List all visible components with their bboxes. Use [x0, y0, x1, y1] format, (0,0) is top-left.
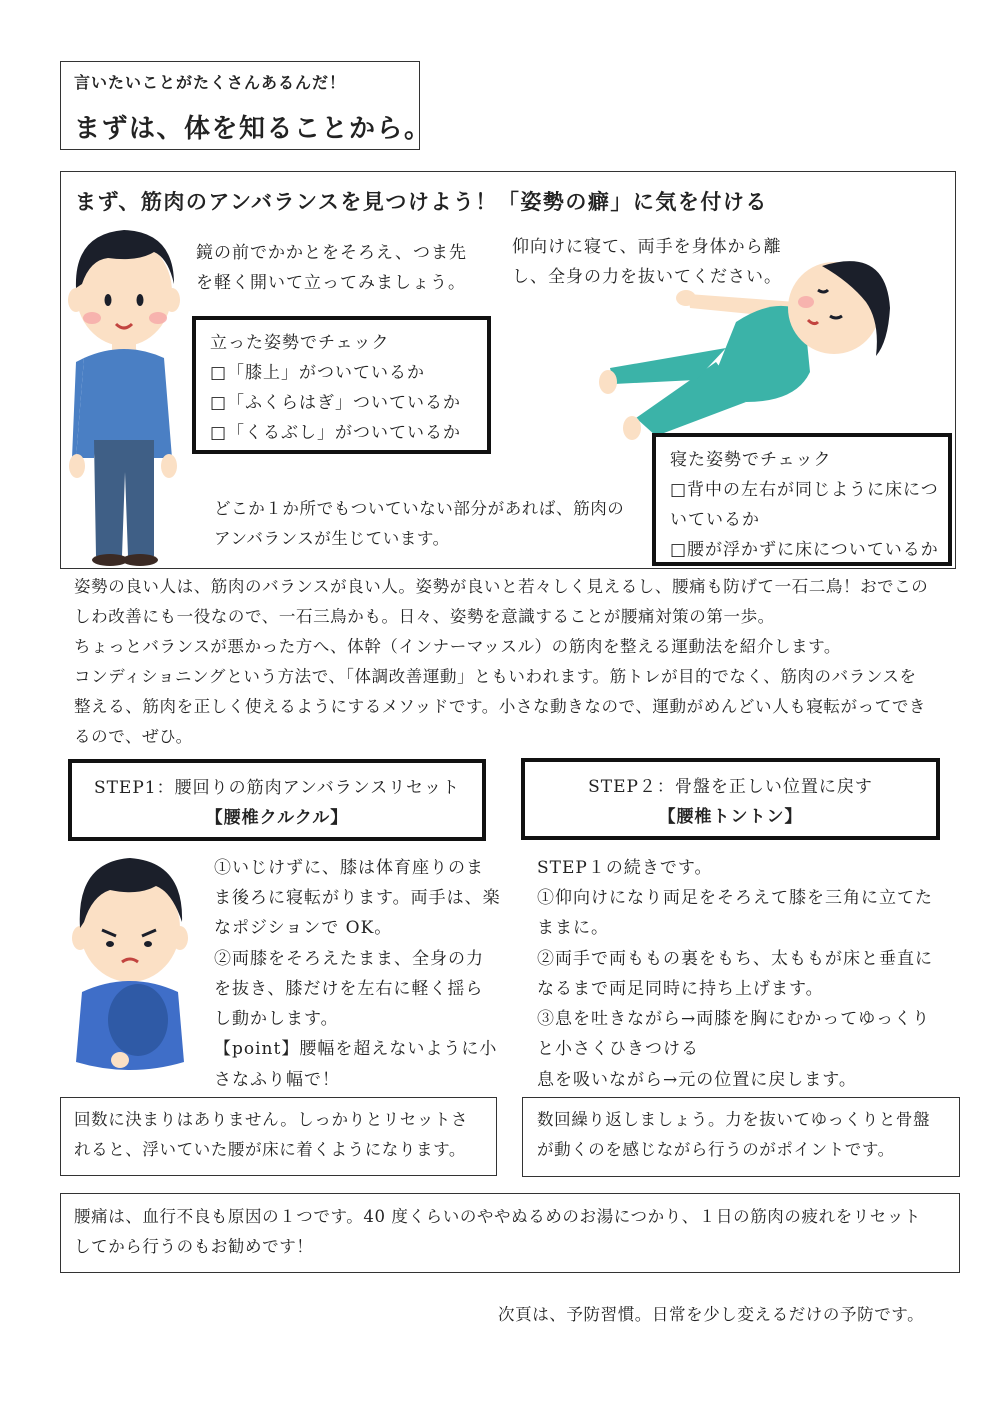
lying-check-title: 寝た姿勢でチェック: [670, 450, 832, 470]
intro-paragraph-line: 整える、筋肉を正しく使えるようにするメソッドです。小さな動きなので、運動がめんどい人も寝転がってでき: [74, 697, 927, 716]
step2-body-line: 息を吸いながら→元の位置に戻します。: [537, 1070, 857, 1090]
lying-check-box: [652, 433, 952, 566]
step1-body-line: ①いじけずに、膝は体育座りのま: [214, 858, 484, 878]
step2-name: 【腰椎トントン】: [658, 807, 803, 827]
step1-note-box: [60, 1097, 497, 1176]
step2-body-line: ままに。: [537, 918, 609, 938]
step1-body-line: なポジションで OK。: [214, 918, 393, 938]
check-section-title: まず、筋肉のアンバランスを見つけよう！「姿勢の癖」に気を付ける: [75, 190, 768, 214]
tip-box: [60, 1193, 960, 1273]
step1-note-line: れると、浮いていた腰が床に着くようになります。: [74, 1140, 466, 1159]
step1-body-line: し動かします。: [214, 1009, 339, 1029]
standing-instruction-line-1: 鏡の前でかかとをそろえ、つま先: [196, 243, 468, 263]
check-conclusion-line-1: どこか１か所でもついていない部分があれば、筋肉の: [214, 499, 625, 518]
header-box: [60, 61, 432, 150]
standing-check-item: □「ふくらはぎ」ついているか: [210, 393, 462, 413]
step2-body-line: STEP１の続きです。: [537, 858, 713, 878]
intro-paragraph-line: るので、ぜひ。: [74, 727, 193, 746]
sitting-man-icon: [68, 852, 192, 1078]
step2-note-box: [522, 1097, 960, 1177]
intro-paragraph-line: コンディショニングという方法で、「体調改善運動」ともいわれます。筋トレが目的でなく、筋肉のバランスを: [74, 667, 917, 686]
step1-note-line: 回数に決まりはありません。しっかりとリセットさ: [74, 1110, 469, 1129]
step2-note-line: 数回繰り返しましょう。力を抜いてゆっくりと骨盤: [537, 1110, 931, 1129]
step1-name: 【腰椎クルクル】: [205, 808, 349, 828]
step2-body-line: ③息を吐きながら→両膝を胸にむかってゆっくり: [537, 1009, 931, 1029]
step2-note-line: が動くのを感じながら行うのがポイントです。: [537, 1140, 895, 1159]
step2-title-box: [521, 758, 940, 840]
step1-body-line: を抜き、膝だけを左右に軽く揺ら: [214, 979, 484, 999]
header-subtitle: 言いたいことがたくさんあるんだ！: [74, 73, 347, 92]
step2-body-line: ①仰向けになり両足をそろえて膝を三角に立てた: [537, 888, 933, 908]
footer-note: 次頁は、予防習慣。日常を少し変えるだけの予防です。: [498, 1305, 925, 1324]
step1-title: STEP1：腰回りの筋肉アンバランスリセット: [93, 778, 461, 798]
step2-body-line: ②両手で両ももの裏をもち、太ももが床と垂直に: [537, 949, 933, 969]
standing-check-item: □「膝上」がついているか: [210, 363, 426, 383]
header-title: まずは、体を知ることから。: [74, 114, 432, 144]
standing-check-item: □「くるぶし」がついているか: [210, 423, 462, 443]
lying-check-item: □背中の左右が同じように床につ: [670, 480, 939, 500]
standing-check-title: 立った姿勢でチェック: [210, 333, 390, 353]
lying-man-icon: [596, 252, 896, 452]
intro-paragraph-line: 姿勢の良い人は、筋肉のバランスが良い人。姿勢が良いと若々しく見えるし、腰痛も防げて一石二鳥！おでこの: [74, 577, 929, 596]
step1-body-line: 【point】腰幅を超えないように小: [214, 1039, 498, 1059]
step2-title: STEP２：骨盤を正しい位置に戻す: [588, 777, 873, 797]
standing-check-box: [192, 316, 491, 454]
lying-check-item: □腰が浮かずに床についているか: [670, 540, 939, 560]
tip-line: 腰痛は、血行不良も原因の１つです。40 度くらいのややぬるめのお湯につかり、１日の筋肉の疲れをリセット: [74, 1207, 922, 1226]
step1-body-line: ま後ろに寝転がります。両手は、楽: [214, 888, 501, 908]
tip-line: してから行うのもお勧めです！: [74, 1237, 314, 1256]
intro-paragraph-line: ちょっとバランスが悪かった方へ、体幹（インナーマッスル）の筋肉を整える運動法を紹介します。: [74, 637, 842, 656]
step2-body-line: なるまで両足同時に持ち上げます。: [537, 979, 824, 999]
step1-title-box: [68, 759, 486, 841]
lying-instruction-line-1: 仰向けに寝て、両手を身体から離: [512, 237, 782, 257]
lying-instruction-line-2: し、全身の力を抜いてください。: [512, 267, 782, 287]
check-conclusion-line-2: アンバランスが生じています。: [214, 529, 450, 548]
intro-paragraph-line: しわ改善にも一役なので、一石三鳥かも。日々、姿勢を意識することが腰痛対策の第一歩。: [74, 607, 775, 626]
standing-man-icon: [68, 222, 190, 568]
standing-instruction-line-2: を軽く開いて立ってみましょう。: [196, 273, 466, 293]
step1-body-line: ②両膝をそろえたまま、全身の力: [214, 949, 484, 969]
step2-body-line: と小さくひきつける: [537, 1039, 699, 1059]
step1-body-line: さなふり幅で！: [214, 1070, 340, 1090]
lying-check-item: いているか: [670, 510, 760, 530]
